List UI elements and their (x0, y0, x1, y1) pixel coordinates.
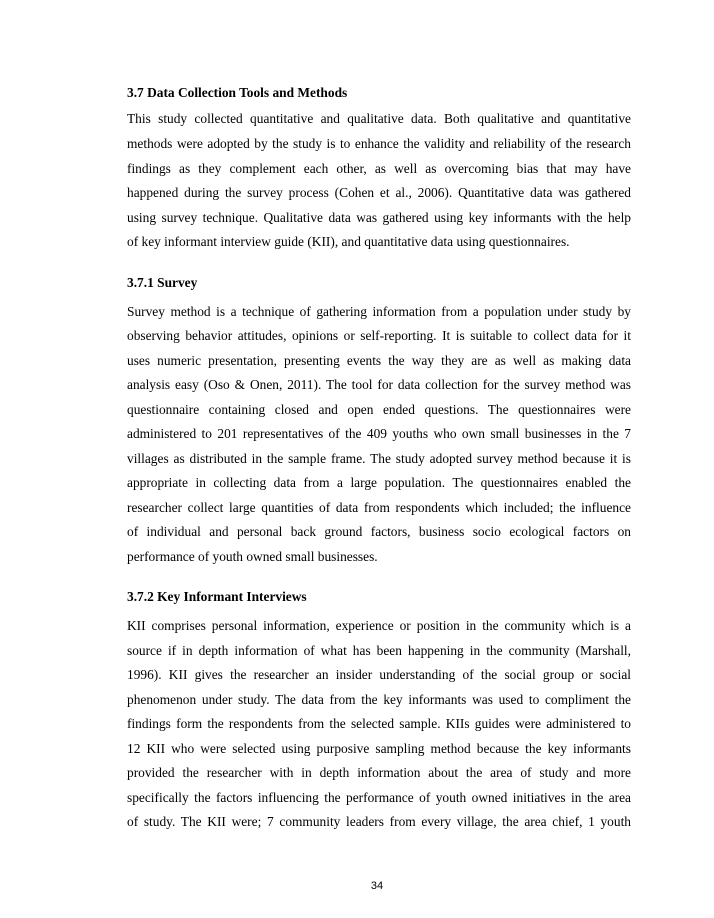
section-heading-3-7-2: 3.7.2 Key Informant Interviews (127, 589, 307, 604)
paragraph-line: This study collected quantitative and qualitative data. Both qualitative and quantitative (127, 111, 631, 126)
paragraph-line: source if in depth information of what has been happening in the community (Marshall, (127, 643, 631, 658)
paragraph-line: appropriate in collecting data from a large population. The questionnaires enabled the (127, 475, 631, 490)
page-number: 34 (370, 880, 384, 892)
paragraph-line: performance of youth owned small businesses. (127, 549, 378, 564)
paragraph-line: Survey method is a technique of gathering information from a population under study by (127, 304, 631, 319)
paragraph-line: methods were adopted by the study is to enhance the validity and reliability of the research (127, 136, 631, 151)
paragraph-line: 12 KII who were selected using purposive sampling method because the key informants (127, 741, 631, 756)
paragraph-line: KII comprises personal information, experience or position in the community which is a (127, 618, 631, 633)
paragraph-line: using survey technique. Qualitative data was gathered using key informants with the help (127, 210, 631, 225)
paragraph-line: happened during the survey process (Cohen et al., 2006). Quantitative data was gathered (127, 185, 631, 200)
paragraph-line: phenomenon under study. The data from the key informants was used to compliment the (127, 692, 631, 707)
paragraph-line: analysis easy (Oso & Onen, 2011). The tool for data collection for the survey method was (127, 377, 631, 392)
paragraph-line: findings as they complement each other, as well as overcoming bias that may have (127, 161, 631, 176)
paragraph-line: specifically the factors influencing the performance of youth owned initiatives in the area (127, 790, 631, 805)
paragraph-line: questionnaire containing closed and open ended questions. The questionnaires were (127, 402, 631, 417)
paragraph-line: administered to 201 representatives of the 409 youths who own small businesses in the 7 (127, 426, 631, 441)
paragraph-line: villages as distributed in the sample frame. The study adopted survey method because it is (127, 451, 631, 466)
paragraph-line: of key informant interview guide (KII), and quantitative data using questionnaires. (127, 234, 570, 249)
paragraph-line: of individual and personal back ground factors, business socio ecological factors on (127, 524, 631, 539)
paragraph-line: findings form the respondents from the selected sample. KIIs guides were administered to (127, 716, 631, 731)
paragraph-line: uses numeric presentation, presenting events the way they are as well as making data (127, 353, 631, 368)
paragraph-line: provided the researcher with in depth information about the area of study and more (127, 765, 631, 780)
paragraph-line: of study. The KII were; 7 community leaders from every village, the area chief, 1 youth (127, 814, 631, 829)
paragraph-line: observing behavior attitudes, opinions or self-reporting. It is suitable to collect data for it (127, 328, 631, 343)
section-heading-3-7-1: 3.7.1 Survey (127, 275, 198, 290)
paragraph-line: researcher collect large quantities of data from respondents which included; the influence (127, 500, 631, 515)
section-heading-3-7: 3.7 Data Collection Tools and Methods (127, 85, 348, 100)
paragraph-line: 1996). KII gives the researcher an insider understanding of the social group or social (127, 667, 631, 682)
